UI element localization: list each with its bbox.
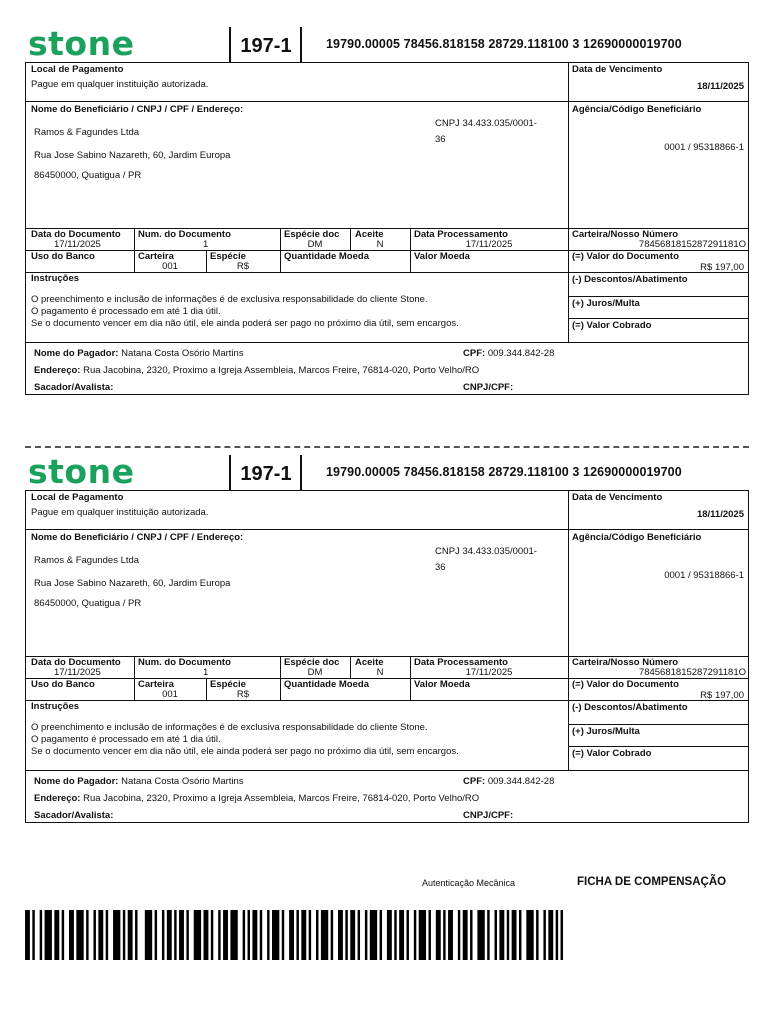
barcode-bar <box>86 910 88 960</box>
bank-use-label: Uso do Banco <box>31 251 95 262</box>
cut-line <box>25 446 749 448</box>
barcode-bar <box>204 910 209 960</box>
barcode-bar <box>186 910 188 960</box>
barcode-bar <box>463 910 468 960</box>
instructions-line: O pagamento é processado em até 1 dia útil. <box>31 734 221 745</box>
payer-address-label: Endereço: <box>34 793 81 804</box>
barcode-bar <box>211 910 213 960</box>
barcode-bar <box>252 910 257 960</box>
payer-name-label: Nome do Pagador: <box>34 348 119 359</box>
barcode-bar <box>321 910 328 960</box>
barcode-bar <box>394 910 396 960</box>
barcode-bar <box>62 910 64 960</box>
document-value: R$ 197,00 <box>700 690 744 701</box>
instructions-label: Instruções <box>31 701 80 712</box>
barcode-bar <box>248 910 250 960</box>
stone-logo: stone <box>28 24 135 63</box>
document-date-label: Data do Documento <box>31 657 121 668</box>
barcode-bar <box>76 910 83 960</box>
payer-cpf-row <box>463 348 554 359</box>
currency-type-value: R$ <box>236 261 250 272</box>
barcode-bar <box>448 910 453 960</box>
barcode <box>25 910 563 960</box>
barcode-bar <box>561 910 563 960</box>
guarantor-cnpj-cpf-label: CNPJ/CPF: <box>463 382 514 393</box>
barcode-bar <box>296 910 298 960</box>
boleto-slip <box>0 24 768 393</box>
barcode-bar <box>419 910 426 960</box>
barcode-bar <box>309 910 311 960</box>
barcode-bar <box>331 910 333 960</box>
barcode-bar <box>458 910 460 960</box>
instructions-line: O preenchimento e inclusão de informações é de exclusiva responsabilidade do cliente Stone. <box>31 722 428 733</box>
beneficiary-cnpj-line1: CNPJ 34.433.035/0001- <box>435 118 537 129</box>
barcode-bar <box>499 910 504 960</box>
guarantor-label: Sacador/Avalista: <box>34 382 114 393</box>
document-type-label: Espécie doc <box>284 229 340 240</box>
instructions-line: O pagamento é processado em até 1 dia útil. <box>31 306 221 317</box>
barcode-bar <box>289 910 294 960</box>
barcode-bar <box>155 910 157 960</box>
barcode-bar <box>128 910 133 960</box>
barcode-bar <box>380 910 382 960</box>
beneficiary-cnpj-line2: 36 <box>435 562 446 573</box>
payer-address-row <box>34 365 479 376</box>
barcode-bar <box>536 910 538 960</box>
barcode-bar <box>174 910 176 960</box>
payer-address: Rua Jacobina, 2320, Proximo a Igreja Assembleia, Marcos Freire, 76814-020, Porto Velho/RO <box>83 793 480 804</box>
barcode-bar <box>25 910 30 960</box>
currency-value-label: Valor Moeda <box>414 679 470 690</box>
instructions-line: Se o documento vencer em dia não útil, ele ainda poderá ser pago no próximo dia útil, sem encargos. <box>31 318 459 329</box>
document-value: R$ 197,00 <box>700 262 744 273</box>
barcode-bar <box>443 910 445 960</box>
barcode-bar <box>370 910 377 960</box>
barcode-bar <box>495 910 497 960</box>
charged-label: (=) Valor Cobrado <box>572 748 652 759</box>
payer-cpf-row <box>463 776 554 787</box>
payer-cpf: 009.344.842-28 <box>487 776 555 787</box>
barcode-bar <box>487 910 489 960</box>
document-value-label: (=) Valor do Documento <box>572 679 679 690</box>
processing-date-label: Data Processamento <box>414 657 508 668</box>
wallet-label: Carteira <box>138 251 174 262</box>
guarantor-cnpj-cpf-label: CNPJ/CPF: <box>463 810 514 821</box>
payer-name-row <box>34 348 244 359</box>
currency-quantity-label: Quantidade Moeda <box>284 679 369 690</box>
beneficiary-address: Rua Jose Sabino Nazareth, 60, Jardim Europa <box>34 150 231 161</box>
barcode-bar <box>162 910 164 960</box>
barcode-bar <box>123 910 125 960</box>
beneficiary-city: 86450000, Quatigua / PR <box>34 170 142 181</box>
processing-date-value: 17/11/2025 <box>465 667 513 678</box>
currency-type-value: R$ <box>236 689 250 700</box>
document-date-label: Data do Documento <box>31 229 121 240</box>
barcode-bar <box>365 910 367 960</box>
barcode-bar <box>436 910 441 960</box>
currency-quantity-label: Quantidade Moeda <box>284 251 369 262</box>
wallet-value: 001 <box>162 261 178 272</box>
barcode-bar <box>316 910 318 960</box>
barcode-bar <box>40 910 42 960</box>
due-date-label: Data de Vencimento <box>572 492 663 503</box>
currency-value-label: Valor Moeda <box>414 251 470 262</box>
barcode-bar <box>113 910 120 960</box>
barcode-bar <box>230 910 237 960</box>
wallet-value: 001 <box>162 689 178 700</box>
beneficiary-city: 86450000, Quatigua / PR <box>34 598 142 609</box>
currency-type-label: Espécie <box>210 679 246 690</box>
barcode-bar <box>301 910 306 960</box>
barcode-bar <box>526 910 533 960</box>
payer-name-row <box>34 776 244 787</box>
barcode-bar <box>507 910 509 960</box>
barcode-bar <box>282 910 284 960</box>
slip-table <box>25 490 749 823</box>
document-type-label: Espécie doc <box>284 657 340 668</box>
payer-address: Rua Jacobina, 2320, Proximo a Igreja Assembleia, Marcos Freire, 76814-020, Porto Velho/RO <box>83 365 480 376</box>
agency-value: 0001 / 95318866-1 <box>664 142 744 153</box>
barcode-bar <box>387 910 392 960</box>
barcode-bar <box>358 910 360 960</box>
discounts-label: (-) Descontos/Abatimento <box>572 702 688 713</box>
barcode-bar <box>414 910 416 960</box>
charged-label: (=) Valor Cobrado <box>572 320 652 331</box>
instructions-line: Se o documento vencer em dia não útil, ele ainda poderá ser pago no próximo dia útil, sem encargos. <box>31 746 459 757</box>
barcode-bar <box>406 910 408 960</box>
processing-date-label: Data Processamento <box>414 229 508 240</box>
beneficiary-label: Nome do Beneficiário / CNPJ / CPF / Endereço: <box>31 104 244 115</box>
barcode-bar <box>194 910 201 960</box>
wallet-our-number-value: 7845681815287291181O <box>638 239 746 250</box>
document-type-value: DM <box>307 239 323 250</box>
acceptance-label: Aceite <box>355 229 384 240</box>
barcode-bar <box>429 910 431 960</box>
digitable-line: 19790.00005 78456.818158 28729.118100 3 12690000019700 <box>326 465 682 479</box>
beneficiary-cnpj-line1: CNPJ 34.433.035/0001- <box>435 546 537 557</box>
stone-logo: stone <box>28 452 135 491</box>
boleto-slip <box>0 452 768 821</box>
barcode-bar <box>548 910 553 960</box>
payer-cpf-label: CPF: <box>463 348 486 359</box>
instructions-line: O preenchimento e inclusão de informações é de exclusiva responsabilidade do cliente Stone. <box>31 294 428 305</box>
slip-table <box>25 62 749 395</box>
wallet-label: Carteira <box>138 679 174 690</box>
payment-place-value: Pague em qualquer instituição autorizada. <box>31 507 209 518</box>
wallet-our-number-label: Carteira/Nosso Número <box>572 229 679 240</box>
processing-date-value: 17/11/2025 <box>465 239 513 250</box>
barcode-bar <box>272 910 279 960</box>
payer-address-label: Endereço: <box>34 365 81 376</box>
barcode-bar <box>32 910 34 960</box>
document-number-value: 1 <box>203 239 209 250</box>
due-date-label: Data de Vencimento <box>572 64 663 75</box>
payer-name: Natana Costa Osório Martins <box>121 776 244 787</box>
wallet-our-number-value: 7845681815287291181O <box>638 667 746 678</box>
due-date-value: 18/11/2025 <box>696 509 744 520</box>
document-number-value: 1 <box>203 667 209 678</box>
payer-address-row <box>34 793 479 804</box>
bank-use-label: Uso do Banco <box>31 679 95 690</box>
barcode-bar <box>399 910 404 960</box>
barcode-bar <box>267 910 269 960</box>
instructions-label: Instruções <box>31 273 80 284</box>
barcode-bar <box>69 910 74 960</box>
payment-place-value: Pague em qualquer instituição autorizada. <box>31 79 209 90</box>
mechanical-auth-label: Autenticação Mecânica <box>422 878 516 888</box>
currency-type-label: Espécie <box>210 251 246 262</box>
bank-code: 197-1 <box>240 463 292 485</box>
barcode-bar <box>223 910 228 960</box>
document-value-label: (=) Valor do Documento <box>572 251 679 262</box>
barcode-bar <box>167 910 172 960</box>
barcode-bar <box>179 910 184 960</box>
document-date-value: 17/11/2025 <box>54 667 101 678</box>
barcode-bar <box>243 910 245 960</box>
payer-cpf: 009.344.842-28 <box>487 348 555 359</box>
due-date-value: 18/11/2025 <box>696 81 744 92</box>
interest-label: (+) Juros/Multa <box>572 298 640 309</box>
barcode-bar <box>218 910 220 960</box>
barcode-bar <box>93 910 95 960</box>
barcode-bar <box>543 910 545 960</box>
document-type-value: DM <box>307 667 323 678</box>
wallet-our-number-label: Carteira/Nosso Número <box>572 657 679 668</box>
discounts-label: (-) Descontos/Abatimento <box>572 274 688 285</box>
barcode-bar <box>345 910 347 960</box>
acceptance-value: N <box>376 239 384 250</box>
document-number-label: Num. do Documento <box>138 657 231 668</box>
payer-name: Natana Costa Osório Martins <box>121 348 244 359</box>
barcode-bar <box>556 910 558 960</box>
agency-value: 0001 / 95318866-1 <box>664 570 744 581</box>
barcode-bar <box>54 910 59 960</box>
barcode-bar <box>106 910 108 960</box>
barcode-bar <box>519 910 521 960</box>
digitable-line: 19790.00005 78456.818158 28729.118100 3 12690000019700 <box>326 37 682 51</box>
payment-place-label: Local de Pagamento <box>31 492 124 503</box>
barcode-bar <box>145 910 152 960</box>
payer-name-label: Nome do Pagador: <box>34 776 119 787</box>
document-date-value: 17/11/2025 <box>54 239 101 250</box>
barcode-bar <box>135 910 137 960</box>
compensation-sheet-title: FICHA DE COMPENSAÇÃO <box>577 876 727 888</box>
barcode-bar <box>98 910 103 960</box>
acceptance-label: Aceite <box>355 657 384 668</box>
barcode-bar <box>260 910 262 960</box>
barcode-bar <box>45 910 52 960</box>
beneficiary-cnpj-line2: 36 <box>435 134 446 145</box>
barcode-bar <box>338 910 343 960</box>
payment-place-label: Local de Pagamento <box>31 64 124 75</box>
barcode-bar <box>477 910 484 960</box>
barcode-bar <box>470 910 472 960</box>
beneficiary-name: Ramos & Fagundes Ltda <box>34 555 140 566</box>
interest-label: (+) Juros/Multa <box>572 726 640 737</box>
document-number-label: Num. do Documento <box>138 229 231 240</box>
barcode-bar <box>512 910 517 960</box>
agency-label: Agência/Código Beneficiário <box>572 104 702 115</box>
acceptance-value: N <box>376 667 384 678</box>
agency-label: Agência/Código Beneficiário <box>572 532 702 543</box>
guarantor-label: Sacador/Avalista: <box>34 810 114 821</box>
beneficiary-name: Ramos & Fagundes Ltda <box>34 127 140 138</box>
payer-cpf-label: CPF: <box>463 776 486 787</box>
divider <box>300 455 302 490</box>
divider <box>300 27 302 62</box>
beneficiary-address: Rua Jose Sabino Nazareth, 60, Jardim Europa <box>34 578 231 589</box>
barcode-bar <box>350 910 355 960</box>
beneficiary-label: Nome do Beneficiário / CNPJ / CPF / Endereço: <box>31 532 244 543</box>
bank-code: 197-1 <box>240 35 292 57</box>
